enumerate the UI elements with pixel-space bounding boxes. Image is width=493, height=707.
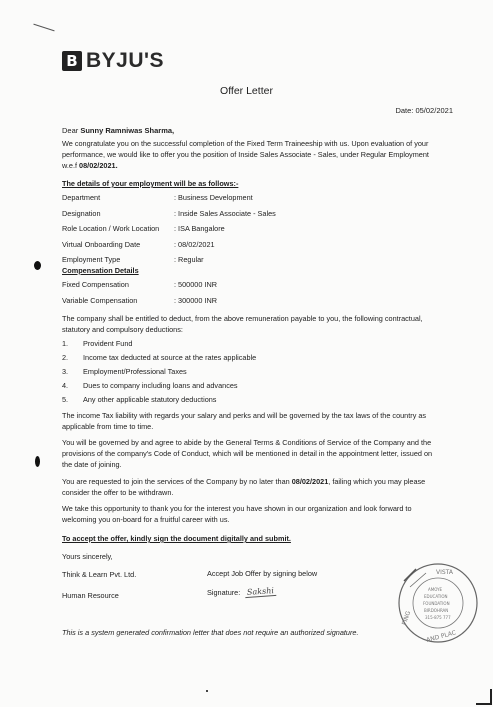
terms-paragraph: You will be governed by and agree to abide by the General Terms & Conditions of Service of the Company and the provisions of the company's Code of Conduct, which will be mentioned in detail in the appointment letter, issued on the date of joining. xyxy=(62,438,433,469)
join-text-before: You are requested to join the services of the Company by no later than xyxy=(62,477,292,486)
letter-date: Date: 05/02/2021 xyxy=(395,106,453,115)
signature-label: Signature: xyxy=(207,587,241,597)
department-name: Human Resource xyxy=(62,591,119,600)
list-item-text: Provident Fund xyxy=(83,339,133,348)
list-item xyxy=(62,381,256,395)
recipient-name: Sunny Ramniwas Sharma, xyxy=(80,126,175,135)
detail-label: Variable Compensation xyxy=(62,295,138,305)
logo-mark: B xyxy=(62,51,82,71)
detail-row xyxy=(62,280,217,292)
detail-value: : 300000 INR xyxy=(174,295,217,305)
list-item-number: 2. xyxy=(62,353,69,362)
detail-value: : Business Development xyxy=(174,193,253,202)
company-seal xyxy=(396,561,480,645)
detail-label: Virtual Onboarding Date xyxy=(62,239,141,249)
detail-row xyxy=(62,296,217,308)
signature-area[interactable] xyxy=(207,587,276,597)
footer-note: This is a system generated confirmation letter that does not require an authorized signature. xyxy=(62,628,359,637)
join-date: 08/02/2021 xyxy=(291,477,329,486)
punch-hole-bottom xyxy=(35,456,40,467)
accept-note: Accept Job Offer by signing below xyxy=(207,569,318,578)
detail-value: : 08/02/2021 xyxy=(174,239,215,249)
punch-hole-top xyxy=(34,261,41,270)
list-item xyxy=(62,353,256,367)
salutation-prefix: Dear xyxy=(62,126,81,135)
page-corner-mark xyxy=(476,689,492,705)
intro-date: 08/02/2021. xyxy=(79,161,118,170)
list-item-text: Income tax deducted at source at the rates applicable xyxy=(83,353,257,362)
compensation-heading xyxy=(62,265,442,276)
salutation xyxy=(62,126,174,135)
join-text-after: , failing which you may please consider the offer to be withdrawn. xyxy=(62,477,426,497)
detail-value: : 500000 INR xyxy=(174,280,217,289)
closing: Yours sincerely, xyxy=(62,552,113,561)
intro-text: We congratulate you on the successful completion of the Fixed Term Traineeship with us. Upon evaluation of your performance, we would like to offer you the position of Inside Sales Associate - Sales, under Regular Employment w.e.f xyxy=(62,139,429,170)
detail-value: : ISA Bangalore xyxy=(174,224,225,233)
list-item-text: Any other applicable statutory deductions xyxy=(83,395,217,404)
details-heading: The details of your employment will be as follows:- xyxy=(62,179,239,188)
page-speck xyxy=(206,690,208,692)
list-item-text: Employment/Professional Taxes xyxy=(83,367,187,376)
signature-handwriting: Sakshi xyxy=(245,586,277,598)
seal-top-text: VISTA xyxy=(436,569,453,576)
join-paragraph xyxy=(62,476,442,498)
seal-side-text: PING xyxy=(400,610,413,627)
thanks-paragraph: We take this opportunity to thank you for the interest you have shown in our organization and look forward to welcoming you on-board for a fruitful career with us. xyxy=(62,504,412,524)
detail-value: : Regular xyxy=(174,255,204,264)
detail-value: : Inside Sales Associate - Sales xyxy=(174,208,276,218)
detail-label: Fixed Compensation xyxy=(62,280,129,289)
seal-bottom-text: AND PLAC xyxy=(425,629,457,644)
list-item-number: 1. xyxy=(62,339,69,348)
byjus-logo xyxy=(62,49,164,73)
seal-line-1: AMOYE xyxy=(428,587,443,592)
detail-label: Employment Type xyxy=(62,255,121,264)
detail-label: Department xyxy=(62,193,101,202)
list-item-number: 5. xyxy=(62,395,69,404)
deductions-list xyxy=(62,339,256,409)
detail-label: Designation xyxy=(62,208,101,218)
list-item-number: 4. xyxy=(62,381,69,390)
detail-row xyxy=(62,224,225,236)
seal-line-4: BIRDOHRAN xyxy=(424,608,449,613)
list-item xyxy=(62,395,256,409)
list-item xyxy=(62,367,256,381)
tax-paragraph: The income Tax liability with regards your salary and perks and will be governed by the tax laws of the country as applicable from time to time. xyxy=(62,411,427,431)
accept-heading: To accept the offer, kindly sign the document digitally and submit. xyxy=(62,534,291,543)
company-name: Think & Learn Pvt. Ltd. xyxy=(62,570,137,579)
intro-paragraph xyxy=(62,138,442,171)
seal-line-5: 315-875 777 xyxy=(425,615,451,620)
detail-row xyxy=(62,240,215,252)
list-item xyxy=(62,339,256,353)
detail-row xyxy=(62,209,276,221)
detail-row xyxy=(62,193,253,205)
logo-text: BYJU'S xyxy=(86,49,165,72)
list-item-number: 3. xyxy=(62,367,69,376)
scan-mark xyxy=(33,24,54,32)
detail-label: Role Location / Work Location xyxy=(62,224,160,233)
compensation-heading-text: Compensation Details xyxy=(62,266,139,275)
page-title: Offer Letter xyxy=(220,85,273,97)
list-item-text: Dues to company including loans and advances xyxy=(83,381,238,390)
seal-line-3: FOUNDATION xyxy=(423,601,450,606)
deductions-intro: The company shall be entitled to deduct, from the above remuneration payable to you, the following contractual, statutory and compulsory deductions: xyxy=(62,314,423,334)
seal-line-2: EDUCATION xyxy=(424,594,448,599)
